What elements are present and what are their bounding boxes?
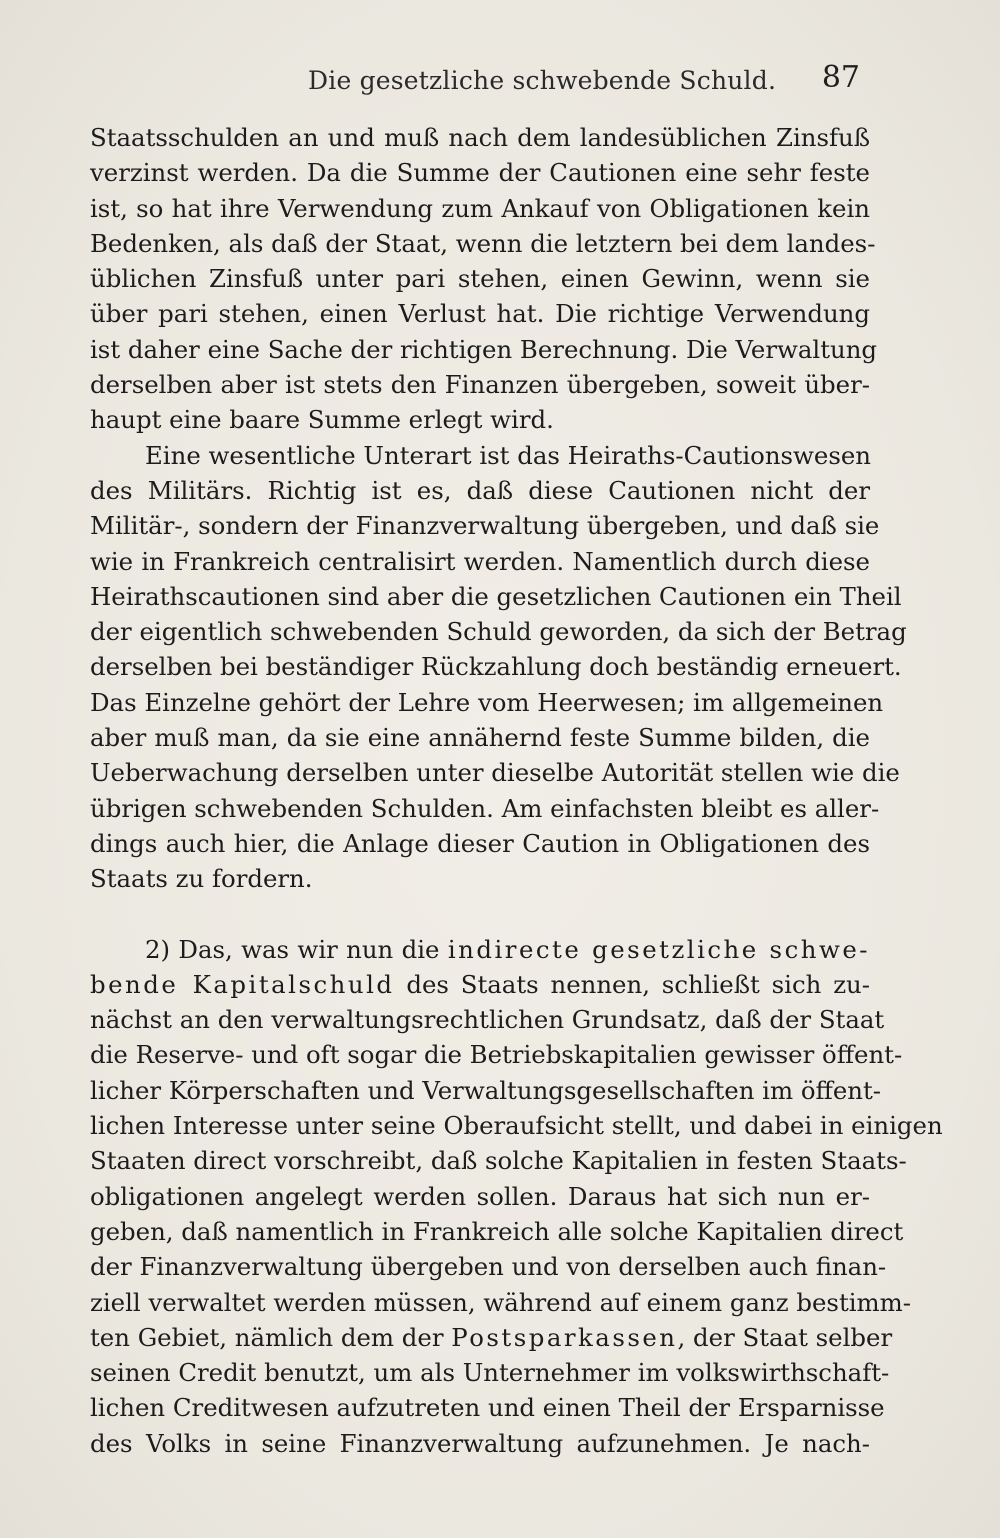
text-line: Staatsschulden an und muß nach dem landesüblichen Zinsfuß <box>90 123 870 152</box>
emphasized-term: Postsparkassen <box>451 1322 678 1352</box>
text-line: nächst an den verwaltungsrechtlichen Grundsatz, daß der Staat <box>90 1005 885 1035</box>
text-line: dings auch hier, die Anlage dieser Caution in Obligationen des <box>90 828 870 858</box>
text-line: über pari stehen, einen Verlust hat. Die richtige Verwendung <box>90 299 870 329</box>
emphasized-term: bende Kapitalschuld <box>90 969 395 999</box>
text-line: Staats zu fordern. <box>90 864 313 894</box>
text-line: des Militärs. Richtig ist es, daß diese Cautionen nicht der <box>90 475 870 505</box>
text-line: derselben aber ist stets den Finanzen übergeben, soweit über- <box>90 370 870 400</box>
paragraph-gap <box>90 897 870 932</box>
text-line: aber muß man, da sie eine annähernd feste Summe bilden, die <box>90 723 870 753</box>
emphasized-term: indirecte gesetzliche schwe- <box>447 934 870 964</box>
text-line: Ueberwachung derselben unter dieselbe Autorität stellen wie die <box>90 758 900 788</box>
text-line: haupt eine baare Summe erlegt wird. <box>90 405 554 435</box>
text-line: Das Einzelne gehört der Lehre vom Heerwesen; im allgemeinen <box>90 687 884 717</box>
running-title: Die gesetzliche schwebende Schuld. <box>308 66 777 95</box>
text-line: üblichen Zinsfuß unter pari stehen, einen Gewinn, wenn sie <box>90 264 870 294</box>
text-line <box>90 1320 893 1355</box>
text-line: die Reserve- und oft sogar die Betriebskapitalien gewisser öffent- <box>90 1040 903 1070</box>
page-number: 87 <box>821 60 860 95</box>
text-line: Militär-, sondern der Finanzverwaltung übergeben, und daß sie <box>90 511 880 541</box>
text-line: verzinst werden. Da die Summe der Cautionen eine sehr feste <box>90 158 870 188</box>
paragraph-3 <box>90 932 943 1461</box>
text-line: obligationen angelegt werden sollen. Daraus hat sich nun er- <box>90 1181 870 1211</box>
text-line: licher Körperschaften und Verwaltungsgesellschaften im öffent- <box>90 1075 882 1105</box>
line-text: , der Staat selber <box>677 1322 893 1352</box>
text-line: des Volks in seine Finanzverwaltung aufzunehmen. Je nach- <box>90 1428 870 1458</box>
text-line: der Finanzverwaltung übergeben und von derselben auch finan- <box>90 1252 887 1282</box>
text-line: seinen Credit benutzt, um als Unternehmer im volkswirthschaft- <box>90 1358 890 1388</box>
text-line: übrigen schwebenden Schulden. Am einfachsten bleibt es aller- <box>90 793 880 823</box>
text-line: ist daher eine Sache der richtigen Berechnung. Die Verwaltung <box>90 334 878 364</box>
text-line <box>90 967 870 1002</box>
running-head <box>90 60 870 100</box>
line-text: ten Gebiet, nämlich dem der <box>90 1322 452 1352</box>
paragraph-1 <box>90 120 878 438</box>
text-line <box>90 932 870 967</box>
line-text: 2) Das, was wir nun die <box>145 934 448 964</box>
body-text <box>90 120 943 1461</box>
paragraph-2 <box>90 438 907 897</box>
text-line: geben, daß namentlich in Frankreich alle solche Kapitalien direct <box>90 1216 904 1246</box>
text-line: Eine wesentliche Unterart ist das Heiraths-Cautionswesen <box>145 440 872 470</box>
text-line: lichen Creditwesen aufzutreten und einen Theil der Ersparnisse <box>90 1393 885 1423</box>
text-line: lichen Interesse unter seine Oberaufsicht stellt, und dabei in einigen <box>90 1111 943 1141</box>
text-line: Staaten direct vorschreibt, daß solche Kapitalien in festen Staats- <box>90 1146 907 1176</box>
text-line: ziell verwaltet werden müssen, während auf einem ganz bestimm- <box>90 1287 912 1317</box>
text-line: Bedenken, als daß der Staat, wenn die letztern bei dem landes- <box>90 228 876 258</box>
text-line: ist, so hat ihre Verwendung zum Ankauf von Obligationen kein <box>90 193 870 223</box>
text-line: Heirathscautionen sind aber die gesetzlichen Cautionen ein Theil <box>90 581 902 611</box>
text-line: derselben bei beständiger Rückzahlung doch beständig erneuert. <box>90 652 902 682</box>
text-line: der eigentlich schwebenden Schuld geworden, da sich der Betrag <box>90 617 907 647</box>
line-text: des Staats nennen, schließt sich zu- <box>394 969 870 999</box>
text-line: wie in Frankreich centralisirt werden. Namentlich durch diese <box>90 546 870 576</box>
